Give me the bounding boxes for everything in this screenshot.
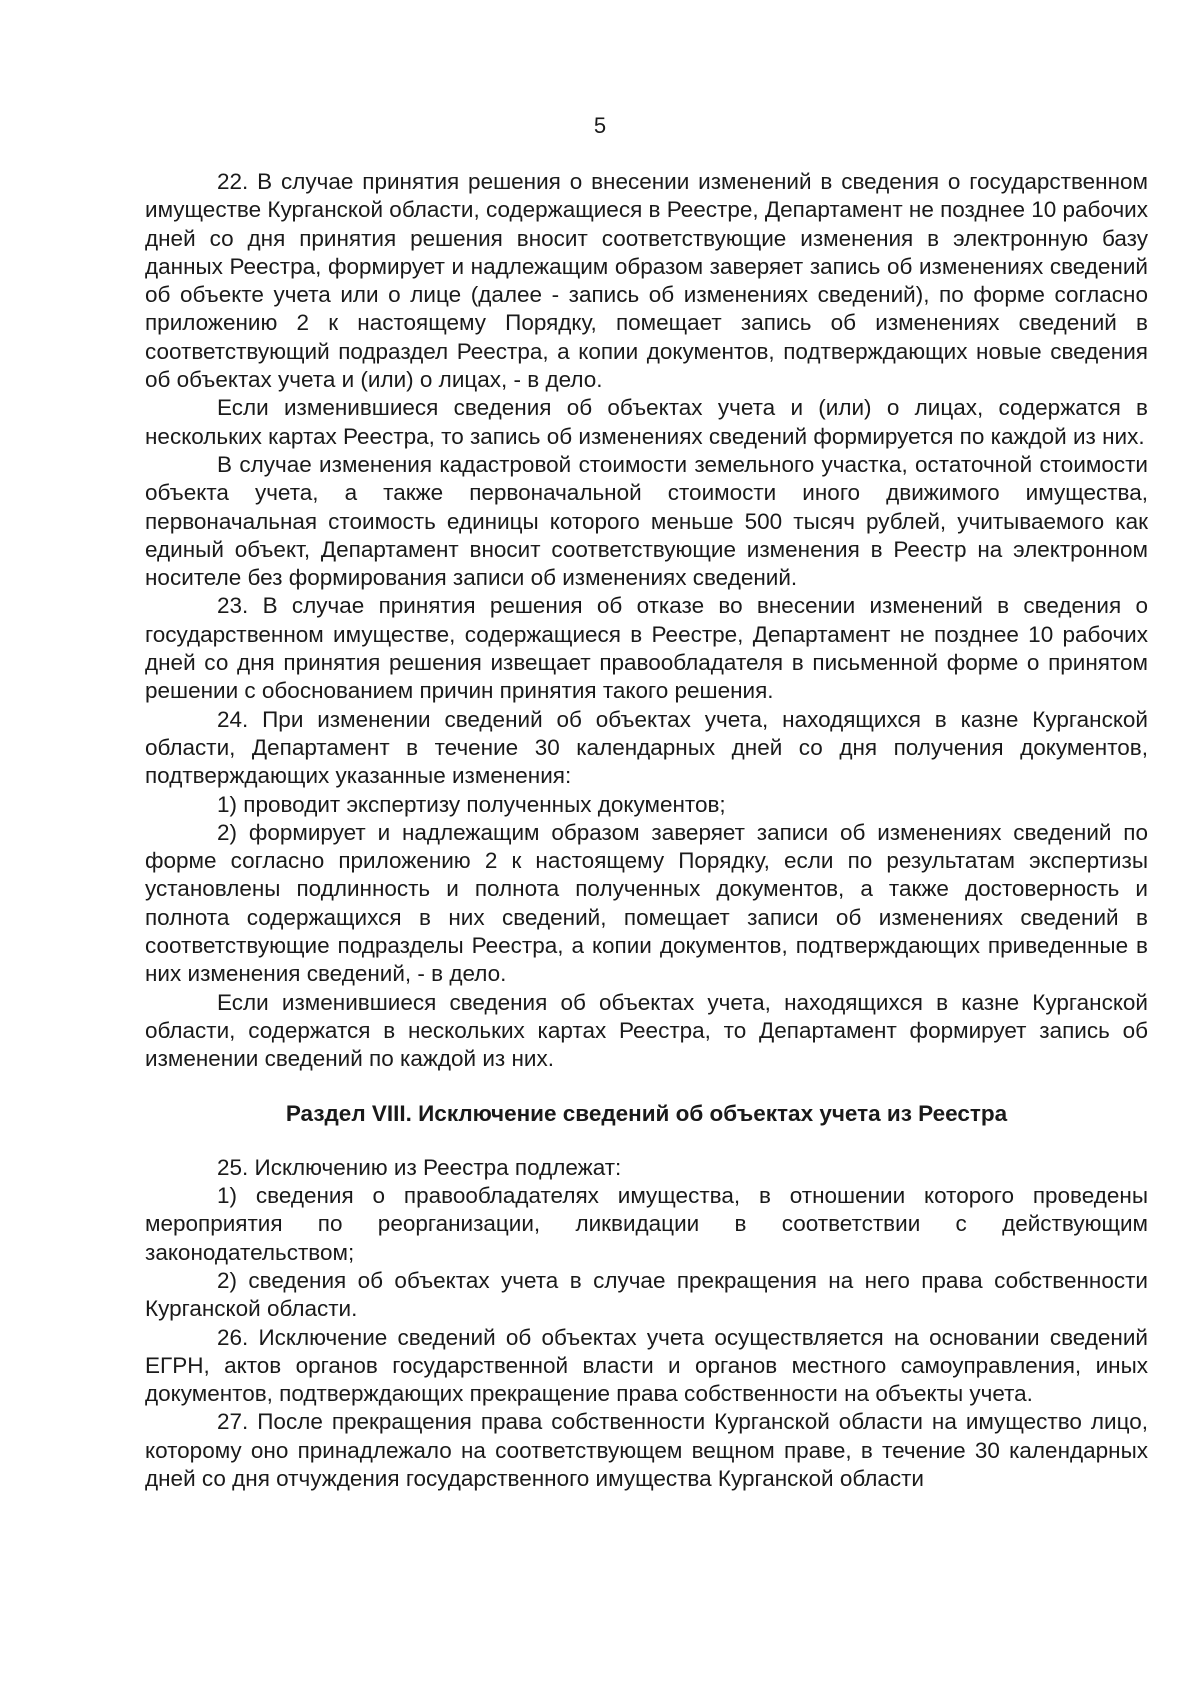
paragraph-23: 23. В случае принятия решения об отказе во внесении изменений в сведения о государственном имуществе, содержащиеся в Реестре, Департамент не позднее 10 рабочих дней со дня принятия решения извещает правообладателя в письменной форме о принятом решении с обоснованием причин принятия такого решения. [145,593,1148,704]
document-body [145,168,1148,1493]
paragraph-24-multiple-cards: Если изменившиеся сведения об объектах учета, находящихся в казне Курганской области, содержатся в нескольких картах Реестра, то Департамент формирует запись об изменении сведений по каждой из них. [145,989,1148,1072]
paragraph-24-item-1: 1) проводит экспертизу полученных документов; [217,791,726,817]
paragraph-22-cost-change: В случае изменения кадастровой стоимости земельного участка, остаточной стоимости объекта учета, а также первоначальной стоимости иного движимого имущества, первоначальная стоимость единицы которого меньше 500 тысяч рублей, учитываемого как единый объект, Департамент вносит соответствующие изменения в Реестр на электронном носителе без формирования записи об изменениях сведений. [145,451,1148,591]
paragraph-24-item-2: 2) формирует и надлежащим образом заверяет записи об изменениях сведений по форме согласно приложению 2 к настоящему Порядку, если по результатам экспертизы установлены подлинность и полнота полученных документов, а также достоверность и полнота содержащихся в них сведений, помещает записи об изменениях сведений в соответствующие подразделы Реестра, а копии документов, подтверждающих приведенные в них изменения сведений, - в дело. [145,819,1148,987]
paragraph-24: 24. При изменении сведений об объектах учета, находящихся в казне Курганской области, Департамент в течение 30 календарных дней со дня получения документов, подтверждающих указанные изменения: [145,706,1148,789]
paragraph-22: 22. В случае принятия решения о внесении изменений в сведения о государственном имуществе Курганской области, содержащиеся в Реестре, Департамент не позднее 10 рабочих дней со дня принятия решения вносит соответствующие изменения в электронную базу данных Реестра, формирует и надлежащим образом заверяет запись об изменениях сведений об объекте учета или о лице (далее - запись об изменениях сведений), по форме согласно приложению 2 к настоящему Порядку, помещает запись об изменениях сведений в соответствующий подраздел Реестра, а копии документов, подтверждающих новые сведения об объектах учета и (или) о лицах, - в дело. [145,169,1148,393]
paragraph-27: 27. После прекращения права собственности Курганской области на имущество лицо, которому оно принадлежало на соответствующем вещном праве, в течение 30 календарных дней со дня отчуждения государственного имущества Курганской области [145,1409,1148,1492]
paragraph-25-item-2: 2) сведения об объектах учета в случае прекращения на него права собственности Курганской области. [145,1267,1148,1322]
section-heading: Раздел VIII. Исключение сведений об объектах учета из Реестра [285,1100,1008,1126]
paragraph-22-multiple-cards: Если изменившиеся сведения об объектах учета и (или) о лицах, содержатся в нескольких картах Реестра, то запись об изменениях сведений формируется по каждой из них. [145,395,1148,449]
paragraph-26: 26. Исключение сведений об объектах учета осуществляется на основании сведений ЕГРН, актов органов государственной власти и органов местного самоуправления, иных документов, подтверждающих прекращение права собственности на объекты учета. [145,1324,1148,1407]
page-number: 5 [593,113,607,138]
paragraph-25-item-1: 1) сведения о правообладателях имущества, в отношении которого проведены мероприятия по реорганизации, ликвидации в соответствии с действующим законодательством; [145,1183,1148,1265]
paragraph-25: 25. Исключению из Реестра подлежат: [217,1154,622,1180]
